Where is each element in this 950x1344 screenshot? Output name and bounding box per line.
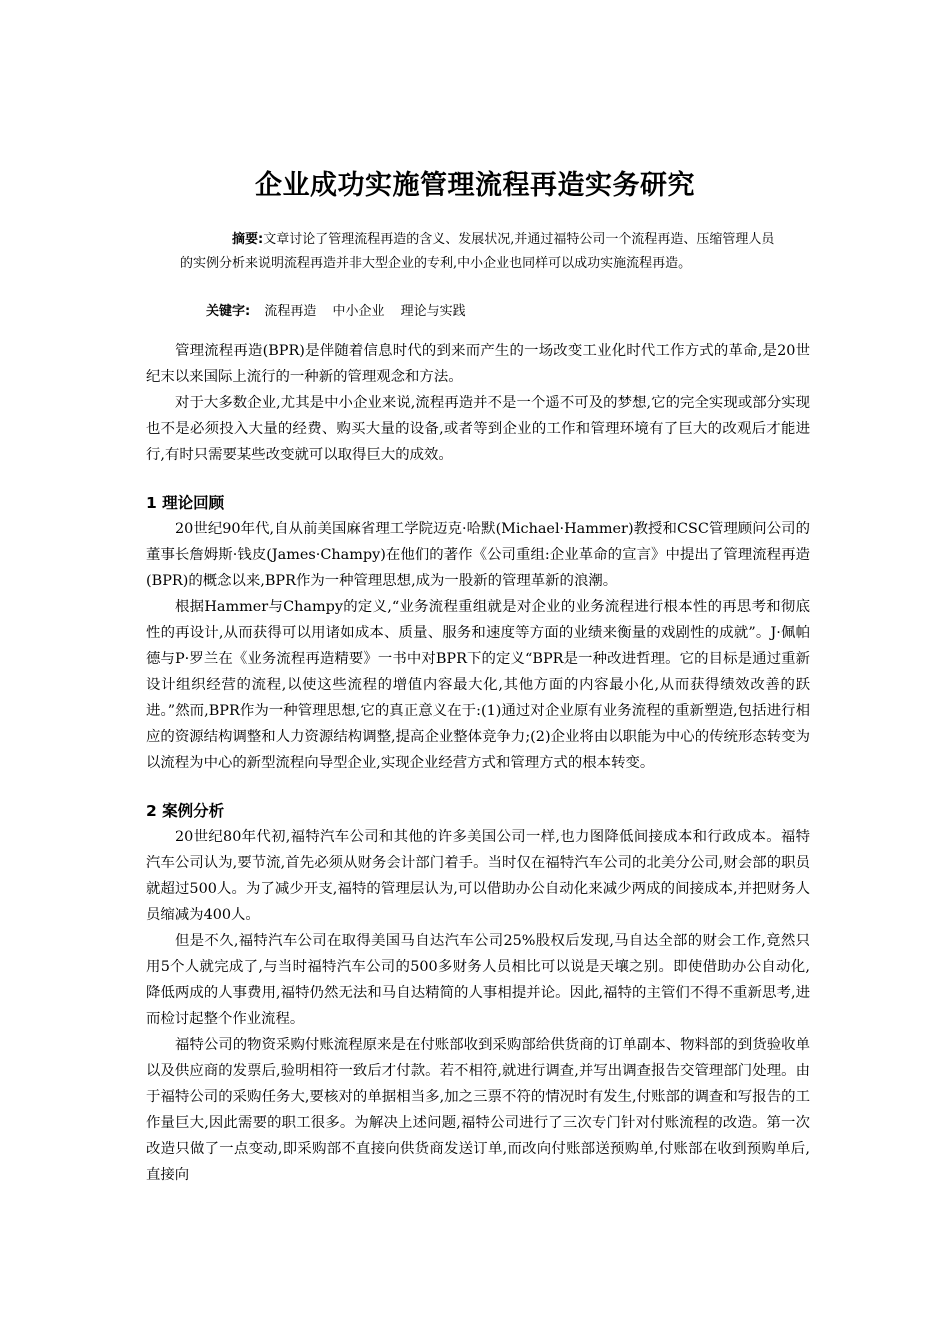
abstract-text: 文章讨论了管理流程再造的含义、发展状况,并通过福特公司一个流程再造、压缩管理人员的实例分析来说明流程再造并非大型企业的专利,中小企业也同样可以成功实施流程再造。 bbox=[180, 232, 775, 271]
abstract bbox=[180, 228, 780, 276]
keyword: 理论与实践 bbox=[400, 304, 466, 319]
section-paragraph: 20世纪90年代,自从前美国麻省理工学院迈克·哈默(Michael·Hammer)教授和CSC管理顾问公司的董事长詹姆斯·钱皮(James·Champy)在他们的著作《公司重组:企业革命的宣言》中提出了管理流程再造(BPR)的概念以来,BPR作为一种管理思想,成为一股新的管理革新的浪潮。 bbox=[146, 521, 810, 589]
section-heading: 1 理论回顾 bbox=[146, 494, 225, 512]
document-title: 企业成功实施管理流程再造实务研究 bbox=[255, 170, 695, 201]
keywords bbox=[206, 300, 478, 324]
section-heading: 2 案例分析 bbox=[146, 802, 225, 820]
keyword: 流程再造 bbox=[264, 304, 317, 319]
section-paragraph: 但是不久,福特汽车公司在取得美国马自达汽车公司25%股权后发现,马自达全部的财会工作,竟然只用5个人就完成了,与当时福特汽车公司的500多财务人员相比可以说是天壤之别。即使借助办公自动化,降低两成的人事费用,福特仍然无法和马自达精简的人事相提并论。因此,福特的主管们不得不重新思考,进而检讨起整个作业流程。 bbox=[146, 933, 810, 1027]
section-paragraph: 根据Hammer与Champy的定义,“业务流程重组就是对企业的业务流程进行根本性的再思考和彻底性的再设计,从而获得可以用诸如成本、质量、服务和速度等方面的业绩来衡量的戏剧性的成就”。J·佩帕德与P·罗兰在《业务流程再造精要》一书中对BPR下的定义“BPR是一种改进哲理。它的目标是通过重新设计组织经营的流程,以使这些流程的增值内容最大化,其他方面的内容最小化,从而获得绩效改善的跃进。”然而,BPR作为一种管理思想,它的真正意义在于:(1)通过对企业原有业务流程的重新塑造,包括进行相应的资源结构调整和人力资源结构调整,提高企业整体竞争力;(2)企业将由以职能为中心的传统形态转变为以流程为中心的新型流程向导型企业,实现企业经营方式和管理方式的根本转变。 bbox=[146, 599, 810, 771]
keyword: 中小企业 bbox=[332, 304, 385, 319]
document-body bbox=[146, 338, 810, 1188]
section-paragraph: 福特公司的物资采购付账流程原来是在付账部收到采购部给供货商的订单副本、物料部的到货验收单以及供应商的发票后,验明相符一致后才付款。若不相符,就进行调查,并写出调查报告交管理部门处理。由于福特公司的采购任务大,要核对的单据相当多,加之三票不符的情况时有发生,付账部的调查和写报告的工作量巨大,因此需要的职工很多。为解决上述问题,福特公司进行了三次专门针对付账流程的改造。第一次改造只做了一点变动,即采购部不直接向供货商发送订单,而改向付账部送预购单,付账部在收到预购单后,直接向 bbox=[146, 1037, 810, 1183]
keywords-label: 关键字: bbox=[206, 304, 251, 319]
intro-paragraph: 管理流程再造(BPR)是伴随着信息时代的到来而产生的一场改变工业化时代工作方式的革命,是20世纪末以来国际上流行的一种新的管理观念和方法。 bbox=[146, 343, 810, 385]
intro-paragraph: 对于大多数企业,尤其是中小企业来说,流程再造并不是一个遥不可及的梦想,它的完全实现或部分实现也不是必须投入大量的经费、购买大量的设备,或者等到企业的工作和管理环境有了巨大的改观后才能进行,有时只需要某些改变就可以取得巨大的成效。 bbox=[146, 395, 810, 463]
abstract-label: 摘要: bbox=[232, 232, 264, 247]
section-paragraph: 20世纪80年代初,福特汽车公司和其他的许多美国公司一样,也力图降低间接成本和行政成本。福特汽车公司认为,要节流,首先必须从财务会计部门着手。当时仅在福特汽车公司的北美分公司,财会部的职员就超过500人。为了减少开支,福特的管理层认为,可以借助办公自动化来减少两成的间接成本,并把财务人员缩减为400人。 bbox=[146, 829, 810, 923]
